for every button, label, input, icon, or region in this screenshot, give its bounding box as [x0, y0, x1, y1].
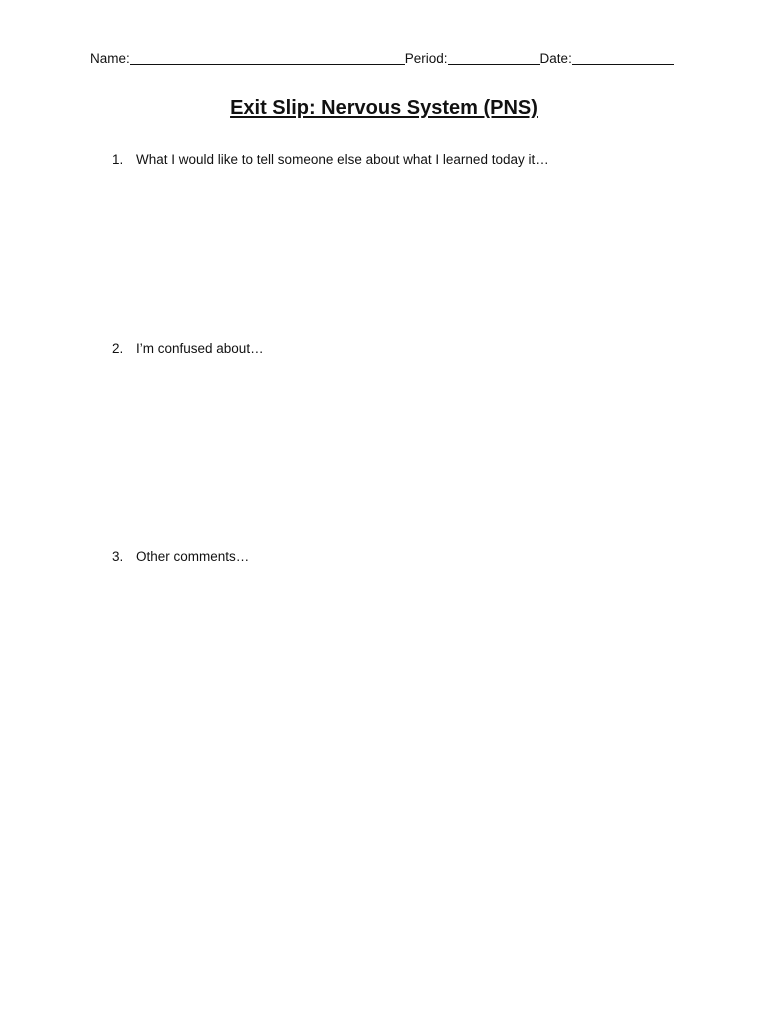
question-text: Other comments…	[136, 549, 250, 564]
question-3	[112, 548, 692, 566]
question-2	[112, 340, 692, 358]
answer-space-2[interactable]	[136, 362, 692, 540]
question-text: What I would like to tell someone else about what I learned today it…	[136, 152, 549, 167]
question-number: 2.	[112, 341, 124, 356]
question-number: 3.	[112, 549, 124, 564]
question-1	[112, 151, 692, 169]
student-info-line	[90, 47, 680, 67]
question-number: 1.	[112, 152, 124, 167]
period-label: Period:	[404, 51, 448, 66]
name-label: Name:	[90, 51, 130, 66]
answer-space-1[interactable]	[136, 172, 692, 332]
name-blank[interactable]	[130, 50, 405, 65]
question-text: I’m confused about…	[136, 341, 264, 356]
date-label: Date:	[539, 51, 572, 66]
page-title: Exit Slip: Nervous System (PNS)	[230, 97, 538, 119]
period-blank[interactable]	[448, 50, 540, 65]
answer-space-3[interactable]	[136, 570, 692, 990]
date-blank[interactable]	[572, 50, 674, 65]
